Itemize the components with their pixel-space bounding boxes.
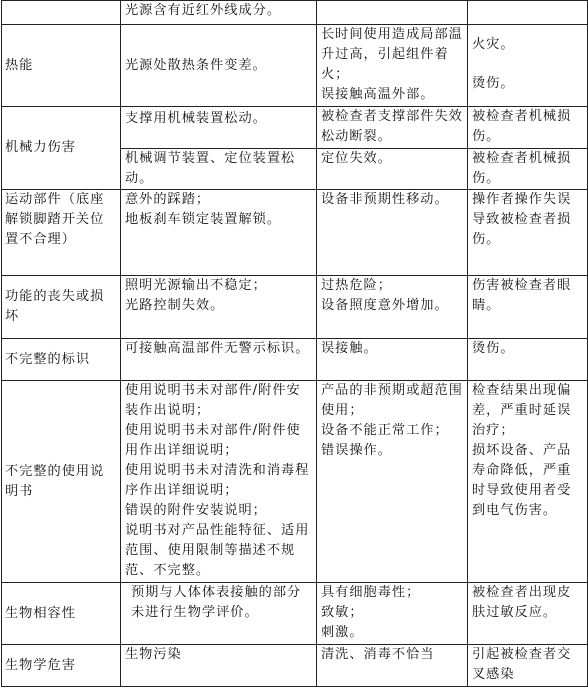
cause-cell	[121, 1, 317, 25]
harm-cell	[468, 25, 588, 107]
harm-cell	[468, 149, 588, 190]
situation-line: 清洗、消毒不恰当	[321, 647, 435, 662]
cause-line: 预期与人体体表接触的部分未进行生物学评价。	[131, 585, 302, 620]
harm-line: 火灾。	[472, 37, 515, 52]
situation-cell	[317, 645, 468, 687]
cause-line: 说明书对产品性能特征、适用范围、使用限制等描述不规范、不完整。	[125, 523, 310, 578]
harm-line: 伤害被检查者眼睛。	[472, 278, 572, 313]
harm-line: 被检查者机械损伤。	[472, 109, 572, 144]
harm-cell	[468, 107, 588, 149]
cause-cell	[121, 276, 317, 339]
table-row	[2, 645, 588, 687]
situation-line: 具有细胞毒性；	[321, 585, 421, 600]
situation-line: 设备照度意外增加。	[321, 298, 449, 313]
harm-line: 烫伤。	[472, 76, 515, 91]
cause-line: 使用说明书未对清洗和消毒程序作出详细说明；	[125, 463, 310, 498]
hazard-cell: 不完整的标识	[2, 339, 121, 381]
cause-cell	[121, 583, 317, 645]
cause-line: 使用说明书未对部件/附件使用作出详细说明；	[125, 423, 301, 458]
cause-line: 光路控制失效。	[125, 298, 225, 313]
hazard-cell: 功能的丧失或损坏	[2, 276, 121, 339]
table-row	[2, 1, 588, 25]
situation-cell	[317, 107, 468, 149]
harm-line: 烫伤。	[472, 341, 515, 356]
cause-cell	[121, 190, 317, 276]
harm-cell	[468, 583, 588, 645]
harm-cell	[468, 190, 588, 276]
cause-cell	[121, 339, 317, 381]
situation-line: 定位失效。	[321, 151, 392, 166]
situation-line: 被检查者支撑部件失效松动断裂。	[321, 109, 463, 144]
situation-cell	[317, 25, 468, 107]
cause-line: 机械调节装置、定位装置松动。	[125, 151, 296, 186]
situation-cell	[317, 276, 468, 339]
table-row	[2, 107, 588, 149]
situation-line: 产品的非预期或超范围使用；	[321, 383, 463, 418]
cause-cell	[121, 107, 317, 149]
harm-cell	[468, 339, 588, 381]
harm-line: 被检查者出现皮肤过敏反应。	[472, 585, 572, 620]
cause-cell	[121, 25, 317, 107]
hazard-cell: 不完整的使用说明书	[2, 381, 121, 583]
hazard-cell: 热能	[2, 25, 121, 107]
situation-cell	[317, 381, 468, 583]
harm-cell	[468, 645, 588, 687]
situation-line: 误接触高温外部。	[321, 87, 435, 102]
situation-cell	[317, 1, 468, 25]
situation-cell	[317, 583, 468, 645]
cause-line: 错误的附件安装说明；	[125, 503, 267, 518]
harm-cell	[468, 381, 588, 583]
cause-cell	[121, 381, 317, 583]
cause-cell	[121, 149, 317, 190]
situation-line: 错误操作。	[321, 443, 392, 458]
harm-cell	[468, 276, 588, 339]
situation-cell	[317, 339, 468, 381]
hazard-cell: 机械力伤害	[2, 107, 121, 190]
harm-line: 被检查者机械损伤。	[472, 151, 572, 186]
situation-line: 过热危险；	[321, 278, 392, 293]
hazard-cell: 运动部件（底座解锁脚踏开关位置不合理）	[2, 190, 121, 276]
harm-cell	[468, 1, 588, 25]
table-row	[2, 339, 588, 381]
situation-cell	[317, 190, 468, 276]
cause-line: 支撑用机械装置松动。	[125, 111, 267, 126]
table-row	[2, 583, 588, 645]
situation-line: 误接触。	[321, 341, 378, 356]
table-row	[2, 381, 588, 583]
situation-line: 设备不能正常工作；	[321, 423, 449, 438]
situation-line: 刺激。	[321, 625, 364, 640]
harm-line: 引起被检查者交叉感染	[472, 647, 572, 682]
table-row	[2, 190, 588, 276]
cause-line: 使用说明书未对部件/附件安装作出说明；	[125, 383, 301, 418]
situation-cell	[317, 149, 468, 190]
situation-line: 长时间使用造成局部温升过高，引起组件着火；	[321, 27, 463, 82]
harm-line: 检查结果出现偏差，严重时延误治疗；	[472, 383, 572, 438]
harm-line: 损坏设备、产品寿命降低，严重时导致使用者受到电气伤害。	[472, 443, 572, 518]
cause-line: 意外的踩踏；	[125, 192, 211, 207]
cause-line: 生物污染	[125, 647, 182, 662]
table-row	[2, 276, 588, 339]
situation-line: 致敏；	[321, 605, 364, 620]
hazard-cell	[2, 1, 121, 25]
cause-line: 光源含有近红外线成分。	[125, 3, 282, 18]
situation-line: 设备非预期性移动。	[321, 192, 449, 207]
table-row	[2, 25, 588, 107]
hazard-analysis-table	[1, 0, 588, 687]
cause-line: 地板刹车锁定装置解锁。	[125, 212, 282, 227]
cause-line: 光源处散热条件变差。	[125, 57, 267, 73]
harm-line: 操作者操作失误导致被检查者损伤。	[472, 192, 572, 247]
cause-cell	[121, 645, 317, 687]
cause-line: 可接触高温部件无警示标识。	[125, 341, 310, 356]
hazard-cell: 生物相容性	[2, 583, 121, 645]
cause-line: 照明光源输出不稳定；	[125, 278, 267, 293]
hazard-cell: 生物学危害	[2, 645, 121, 687]
